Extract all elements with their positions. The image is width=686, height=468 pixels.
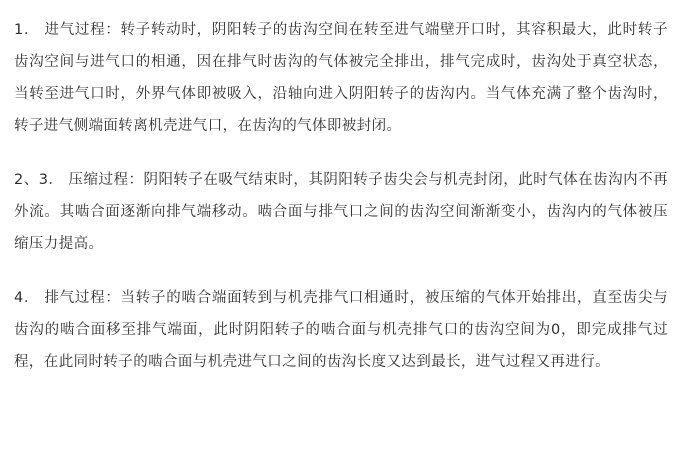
paragraph-compression-process: 2、3． 压缩过程：阴阳转子在吸气结束时，其阴阳转子齿尖会与机壳封闭，此时气体在齿沟内不再外流。其啮合面逐渐向排气端移动。啮合面与排气口之间的齿沟空间渐渐变小，齿沟内的气体被压缩压力提高。	[14, 172, 668, 252]
paragraph-exhaust-process: 4． 排气过程：当转子的啮合端面转到与机壳排气口相通时，被压缩的气体开始排出，直至齿尖与齿沟的啮合面移至排气端面，此时阴阳转子的啮合面与机壳排气口的齿沟空间为0，即完成排气过程，在此同时转子的啮合面与机壳进气口之间的齿沟长度又达到最长，进气过程又再进行。	[14, 290, 668, 370]
paragraph-intake-process: 1． 进气过程：转子转动时，阴阳转子的齿沟空间在转至进气端壁开口时，其容积最大，此时转子齿沟空间与进气口的相通，因在排气时齿沟的气体被完全排出，排气完成时，齿沟处于真空状态，当转至进气口时，外界气体即被吸入，沿轴向进入阴阳转子的齿沟内。当气体充满了整个齿沟时，转子进气侧端面转离机壳进气口，在齿沟的气体即被封闭。	[14, 22, 668, 134]
